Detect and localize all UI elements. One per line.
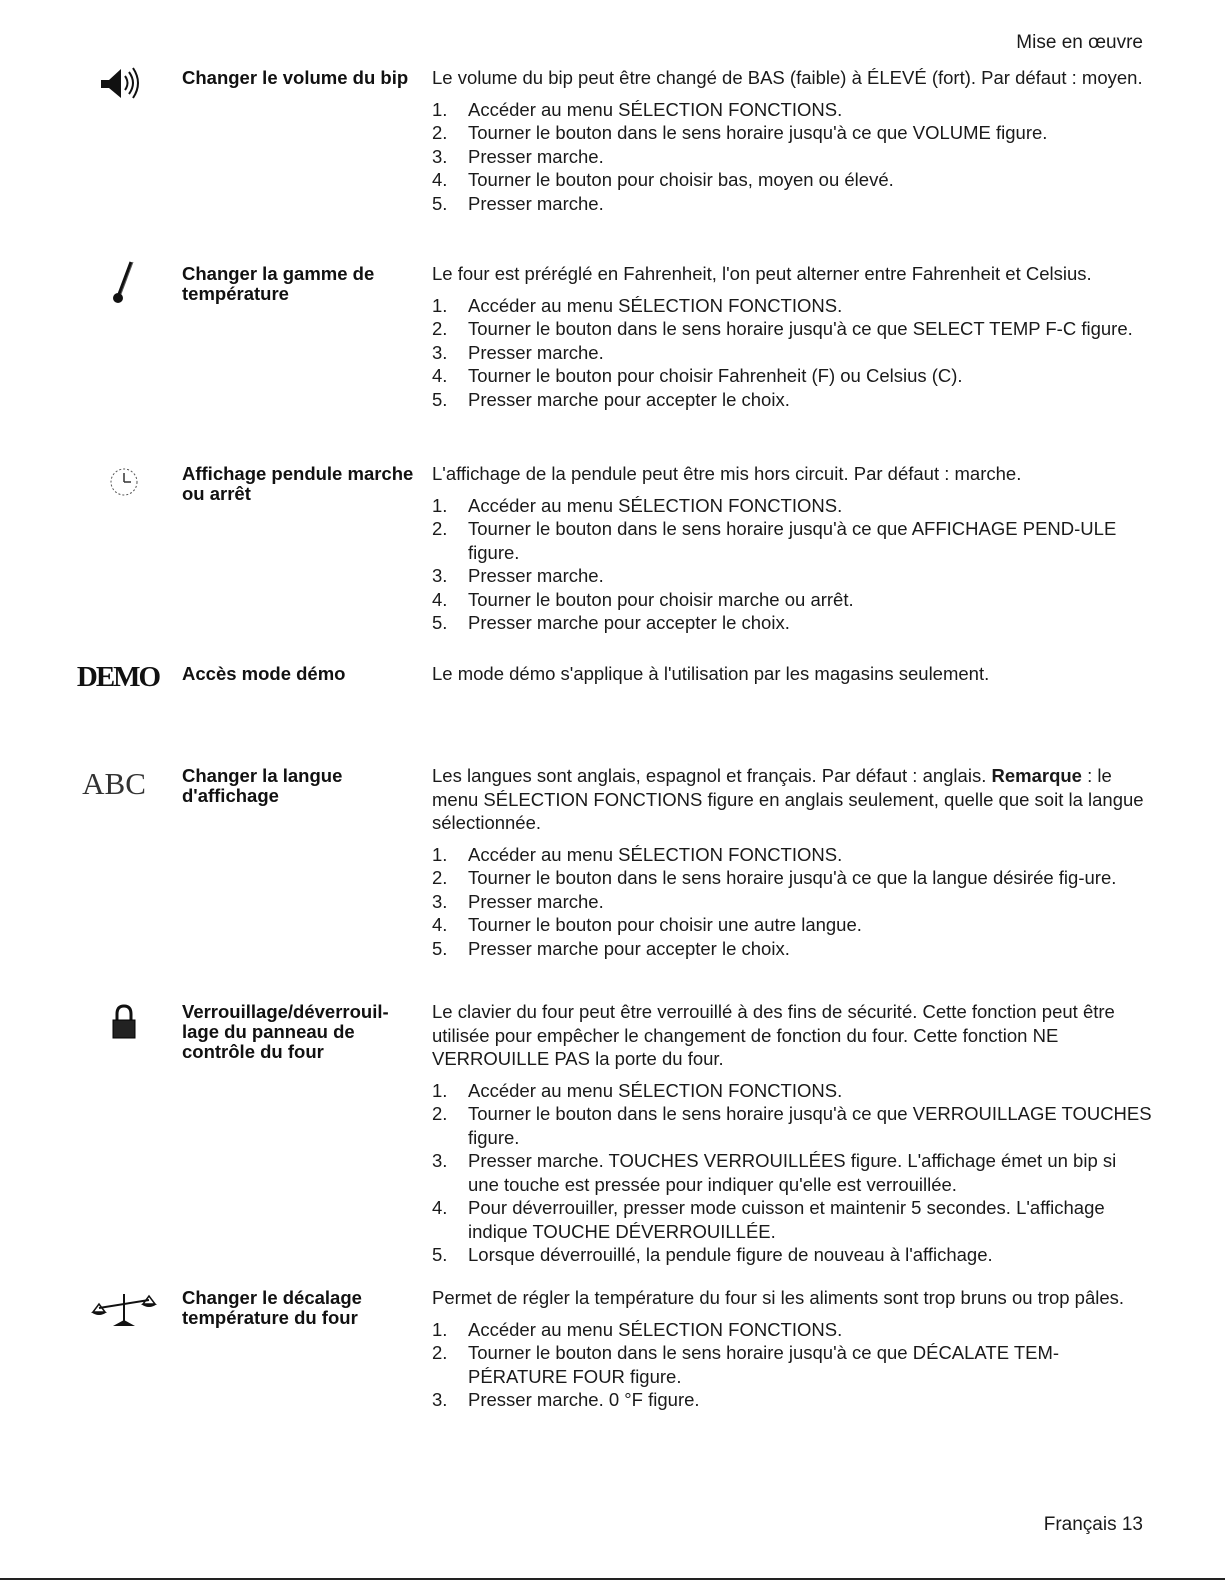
step-number: 1.	[432, 1079, 448, 1101]
section-body	[432, 764, 1152, 960]
step-number: 2.	[432, 318, 448, 339]
step-number: 5.	[432, 612, 448, 633]
step-text: Accéder au menu SÉLECTION FONCTIONS.	[468, 1318, 843, 1340]
step-text: Pour déverrouiller, presser mode cuisson et maintenir 5 secondes. L'affichage indique TOUCHE DÉVERROUILLÉE.	[468, 1197, 1105, 1242]
intro-text-after: : le menu SÉLECTION FONCTIONS figure en anglais seulement, quelle que soit la langue sélectionnée.	[432, 765, 1144, 833]
step-list	[432, 494, 1152, 635]
step-text: Tourner le bouton dans le sens horaire jusqu'à ce que VOLUME figure.	[468, 122, 1048, 143]
section-intro	[432, 764, 1152, 835]
list-item	[432, 564, 1152, 588]
step-text: Tourner le bouton dans le sens horaire jusqu'à ce que AFFICHAGE PEND-ULE figure.	[468, 518, 1117, 563]
step-number: 2.	[432, 122, 448, 143]
abc-icon	[74, 760, 154, 828]
page-footer: Français 13	[1043, 1514, 1143, 1535]
section-intro: L'affichage de la pendule peut être mis hors circuit. Par défaut : marche.	[432, 463, 1022, 484]
step-number: 1.	[432, 1318, 448, 1340]
list-item	[432, 1102, 1152, 1149]
section-intro: Le mode démo s'applique à l'utilisation par les magasins seulement.	[432, 663, 990, 684]
step-number: 4.	[432, 365, 448, 386]
step-text: Presser marche. 0 °F figure.	[468, 1389, 700, 1410]
section-title: Affichage pendule marche ou arrêt	[182, 463, 414, 504]
step-text: Tourner le bouton pour choisir marche ou arrêt.	[468, 588, 854, 610]
step-text: Tourner le bouton pour choisir une autre langue.	[468, 914, 862, 935]
step-text: Tourner le bouton dans le sens horaire jusqu'à ce que SELECT TEMP F-C figure.	[468, 318, 1133, 339]
list-item	[432, 121, 1152, 145]
step-number: 4.	[432, 914, 448, 935]
list-item	[432, 913, 1152, 937]
section-title: Changer le décalage température du four	[182, 1287, 362, 1328]
step-text: Accéder au menu SÉLECTION FONCTIONS.	[468, 1079, 843, 1101]
section-body	[432, 1286, 1152, 1412]
list-item	[432, 937, 1152, 961]
list-item	[432, 341, 1152, 365]
list-item	[432, 1149, 1152, 1196]
intro-text-before: Les langues sont anglais, espagnol et français. Par défaut : anglais.	[432, 765, 992, 786]
step-number: 5.	[432, 388, 448, 410]
step-number: 3.	[432, 341, 448, 363]
step-text: Presser marche.	[468, 341, 604, 363]
section-title: Verrouillage/déverrouil-lage du panneau de contrôle du four	[182, 1001, 389, 1062]
list-item	[432, 1243, 1152, 1267]
list-item	[432, 192, 1152, 216]
list-item	[432, 1079, 1152, 1103]
step-list	[432, 98, 1152, 216]
step-text: Presser marche pour accepter le choix.	[468, 937, 790, 959]
step-text: Presser marche pour accepter le choix.	[468, 388, 790, 410]
step-text: Tourner le bouton dans le sens horaire jusqu'à ce que DÉCALATE TEM-PÉRATURE FOUR figure.	[468, 1342, 1060, 1387]
list-item	[432, 364, 1152, 388]
step-text: Lorsque déverrouillé, la pendule figure de nouveau à l'affichage.	[468, 1244, 993, 1265]
running-header: Mise en œuvre	[1016, 32, 1143, 53]
list-item	[432, 98, 1152, 122]
step-text: Presser marche.	[468, 890, 604, 912]
step-number: 5.	[432, 937, 448, 959]
section-intro: Permet de régler la température du four si les aliments sont trop bruns ou trop pâles.	[432, 1287, 1125, 1308]
step-text: Tourner le bouton dans le sens horaire jusqu'à ce que la langue désirée fig-ure.	[468, 867, 1117, 888]
step-list	[432, 294, 1152, 412]
step-text: Accéder au menu SÉLECTION FONCTIONS.	[468, 843, 843, 865]
step-text: Presser marche.	[468, 192, 604, 214]
list-item	[432, 1318, 1152, 1342]
list-item	[432, 843, 1152, 867]
section-body	[432, 66, 1152, 215]
padlock-icon	[84, 996, 164, 1062]
step-text: Accéder au menu SÉLECTION FONCTIONS.	[468, 294, 843, 316]
step-number: 5.	[432, 192, 448, 214]
step-number: 3.	[432, 1150, 448, 1171]
step-text: Accéder au menu SÉLECTION FONCTIONS.	[468, 98, 843, 120]
section-body	[432, 262, 1152, 411]
section-title: Changer la langue d'affichage	[182, 765, 343, 806]
step-number: 4.	[432, 1197, 448, 1218]
abc-icon-text: ABC	[82, 766, 146, 801]
step-number: 2.	[432, 867, 448, 888]
section-body	[432, 662, 1152, 694]
list-item	[432, 317, 1152, 341]
section-body	[432, 462, 1152, 635]
step-number: 3.	[432, 890, 448, 912]
clock-icon	[84, 458, 164, 524]
thermometer-icon	[84, 258, 164, 318]
step-text: Presser marche.	[468, 565, 604, 586]
step-number: 1.	[432, 98, 448, 120]
list-item	[432, 168, 1152, 192]
step-list	[432, 1079, 1152, 1267]
list-item	[432, 588, 1152, 612]
section-intro: Le volume du bip peut être changé de BAS (faible) à ÉLEVÉ (fort). Par défaut : moyen.	[432, 67, 1143, 88]
balance-scale-icon	[84, 1282, 164, 1350]
list-item	[432, 494, 1152, 518]
list-item	[432, 517, 1152, 564]
list-item	[432, 866, 1152, 890]
step-number: 3.	[432, 565, 448, 586]
list-item	[432, 611, 1152, 635]
step-text: Presser marche.	[468, 145, 604, 167]
step-number: 4.	[432, 588, 448, 610]
step-number: 1.	[432, 294, 448, 316]
step-number: 3.	[432, 1389, 448, 1410]
list-item	[432, 1196, 1152, 1243]
step-number: 2.	[432, 1342, 448, 1363]
remark-label: Remarque	[991, 765, 1082, 786]
step-number: 5.	[432, 1244, 448, 1265]
step-number: 1.	[432, 494, 448, 516]
step-number: 2.	[432, 518, 448, 539]
section-intro: Le clavier du four peut être verrouillé à des fins de sécurité. Cette fonction peut être utilisée pour empêcher le changement de fonction du four. Cette fonction NE VERROUILLE PAS la porte du four.	[432, 1001, 1115, 1069]
step-text: Tourner le bouton dans le sens horaire jusqu'à ce que VERROUILLAGE TOUCHES figure.	[468, 1103, 1152, 1148]
step-text: Tourner le bouton pour choisir Fahrenheit (F) ou Celsius (C).	[468, 365, 963, 386]
step-number: 1.	[432, 843, 448, 865]
section-title: Accès mode démo	[182, 663, 346, 684]
step-text: Presser marche. TOUCHES VERROUILLÉES figure. L'affichage émet un bip si une touche est pressée pour indiquer qu'elle est verrouillée.	[468, 1150, 1117, 1195]
step-number: 2.	[432, 1103, 448, 1124]
list-item	[432, 1341, 1152, 1388]
step-number: 4.	[432, 169, 448, 190]
section-intro: Le four est préréglé en Fahrenheit, l'on peut alterner entre Fahrenheit et Celsius.	[432, 263, 1092, 284]
step-number: 3.	[432, 145, 448, 167]
section-body	[432, 1000, 1152, 1267]
section-title: Changer le volume du bip	[182, 67, 409, 88]
bottom-rule	[0, 1578, 1225, 1580]
speaker-icon	[84, 62, 164, 122]
demo-icon-text: DEMO	[76, 661, 160, 693]
list-item	[432, 388, 1152, 412]
step-text: Tourner le bouton pour choisir bas, moyen ou élevé.	[468, 169, 894, 190]
list-item	[432, 145, 1152, 169]
section-title: Changer la gamme de température	[182, 263, 375, 304]
list-item	[432, 294, 1152, 318]
step-text: Presser marche pour accepter le choix.	[468, 612, 790, 633]
list-item	[432, 890, 1152, 914]
demo-icon	[78, 658, 158, 722]
list-item	[432, 1388, 1152, 1412]
step-list	[432, 1318, 1152, 1412]
step-list	[432, 843, 1152, 961]
step-text: Accéder au menu SÉLECTION FONCTIONS.	[468, 494, 843, 516]
